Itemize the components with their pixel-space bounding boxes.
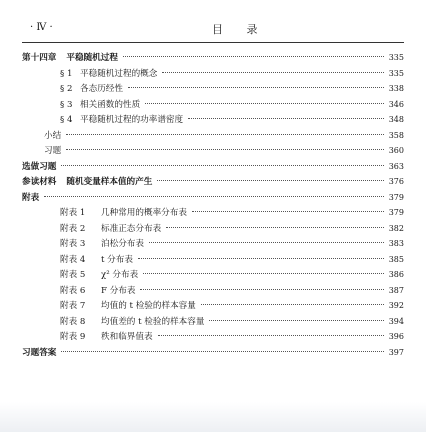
dot-leader	[44, 196, 384, 197]
dot-leader	[61, 165, 383, 166]
toc-entry-label: 平稳随机过程的功率谱密度	[80, 115, 184, 125]
toc-entry	[22, 190, 404, 206]
dot-leader	[157, 180, 383, 181]
toc-entry-number: § 3	[60, 99, 73, 110]
toc-entry-number: 附表 7	[60, 301, 86, 311]
toc-entry-label: 几种常用的概率分布表	[101, 208, 187, 218]
toc-entry-page: 383	[388, 239, 404, 248]
toc-entry-label: 习题	[44, 146, 62, 156]
toc-entry-page: 360	[388, 146, 404, 155]
toc-entry-label: 泊松分布表	[101, 239, 144, 249]
toc-entry-page: 379	[388, 192, 404, 202]
dot-leader	[192, 211, 384, 212]
toc-entry-title	[60, 206, 187, 222]
toc-entry-label: 平稳随机过程的概念	[80, 68, 158, 79]
page-shadow	[0, 402, 426, 432]
toc-entry-title	[60, 315, 204, 331]
toc-entry-label: 均值差的 t 检验的样本容量	[101, 316, 205, 327]
toc-entry-number: § 4	[60, 115, 73, 125]
toc-entry-title	[60, 330, 153, 346]
toc-entry-title	[60, 82, 123, 98]
dot-leader	[66, 149, 384, 150]
toc-entry-page: 387	[388, 285, 404, 295]
toc-entry-title	[44, 144, 61, 160]
toc-entry-page: 376	[388, 177, 404, 186]
dot-leader	[188, 118, 384, 119]
toc-entry	[22, 81, 404, 97]
toc-entry-title	[22, 191, 39, 207]
dot-leader	[166, 227, 384, 228]
toc-entry-title	[60, 253, 133, 269]
dot-leader	[143, 273, 384, 274]
toc-entry-page: 338	[388, 84, 404, 93]
toc-entry-title	[60, 237, 144, 253]
toc-entry-label: χ² 分布表	[101, 270, 139, 280]
toc-entry-label: F 分布表	[101, 285, 136, 296]
page-title: 目 录	[212, 23, 268, 36]
toc-entry	[22, 329, 404, 345]
toc-entry-title	[60, 113, 183, 129]
dot-leader	[128, 87, 384, 88]
toc-entry	[22, 267, 404, 283]
toc-entry-page: 397	[388, 347, 404, 357]
toc-entry-page: 346	[388, 99, 404, 109]
toc-entry-page: 335	[388, 53, 404, 62]
dot-leader	[201, 304, 384, 305]
toc-entry-label: t 分布表	[101, 254, 133, 265]
toc-entry-title	[22, 175, 152, 191]
toc-entry-page: 386	[388, 270, 404, 279]
toc-entry	[22, 66, 404, 82]
toc-entry-page: 358	[388, 130, 404, 140]
page-number: · Ⅳ ·	[30, 22, 53, 33]
toc-entry	[22, 345, 404, 361]
toc-entry-number: 参读材料	[22, 177, 57, 187]
toc-entry-title	[22, 346, 56, 362]
toc-entry	[22, 283, 404, 299]
dot-leader	[158, 335, 384, 336]
toc-entry-page: 382	[388, 223, 404, 233]
toc-entry-page: 385	[388, 254, 404, 264]
toc-entry-label: 秩和临界值表	[101, 332, 153, 342]
toc-entry-number: § 1	[60, 68, 73, 79]
dot-leader	[66, 134, 384, 135]
toc-entry-label: 随机变量样本值的产生	[66, 177, 153, 187]
toc-entry-label: 标准正态分布表	[101, 223, 162, 234]
toc-entry	[22, 143, 404, 159]
table-of-contents	[22, 50, 404, 360]
toc-entry-label: 附表	[22, 192, 40, 203]
toc-entry-number: 附表 4	[60, 254, 86, 265]
toc-entry-page: 348	[388, 115, 404, 124]
toc-entry-title	[22, 160, 56, 176]
toc-entry-label: 习题答案	[22, 347, 57, 358]
toc-entry	[22, 97, 404, 113]
toc-entry-title	[60, 222, 161, 238]
toc-entry	[22, 174, 404, 190]
toc-entry	[22, 128, 404, 144]
toc-entry-number: 第十四章	[22, 53, 57, 63]
toc-entry	[22, 252, 404, 268]
toc-entry-number: 附表 5	[60, 270, 86, 280]
dot-leader	[138, 258, 384, 259]
toc-entry-label: 选做习题	[22, 161, 57, 172]
toc-entry-title	[60, 284, 135, 300]
toc-entry-label: 均值的 t 检验的样本容量	[101, 301, 196, 311]
dot-leader	[149, 242, 384, 243]
toc-entry-number: 附表 3	[60, 239, 86, 249]
toc-entry-title	[44, 129, 61, 145]
toc-entry	[22, 50, 404, 66]
toc-entry-page: 394	[388, 316, 404, 326]
toc-entry-label: 平稳随机过程	[66, 53, 118, 63]
page-header	[22, 18, 404, 43]
toc-entry-label: 相关函数的性质	[80, 99, 141, 110]
toc-entry-number: 附表 1	[60, 208, 86, 218]
toc-entry-page: 363	[388, 161, 404, 171]
toc-entry	[22, 236, 404, 252]
toc-entry-title	[60, 299, 196, 315]
dot-leader	[209, 320, 383, 321]
toc-entry-number: 附表 9	[60, 332, 86, 342]
toc-entry-page: 335	[388, 68, 404, 78]
dot-leader	[162, 72, 383, 73]
toc-entry-number: 附表 6	[60, 285, 86, 296]
toc-entry-number: 附表 2	[60, 223, 86, 234]
toc-entry-title	[60, 268, 138, 284]
toc-entry	[22, 159, 404, 175]
toc-entry-title	[22, 51, 118, 67]
toc-entry-label: 小结	[44, 130, 62, 141]
toc-entry	[22, 314, 404, 330]
toc-entry-page: 392	[388, 301, 404, 310]
toc-entry	[22, 221, 404, 237]
toc-entry-label: 各态历经性	[80, 84, 123, 94]
dot-leader	[145, 103, 384, 104]
dot-leader	[140, 289, 383, 290]
toc-entry-title	[60, 98, 140, 114]
dot-leader	[61, 351, 383, 352]
toc-entry-page: 396	[388, 332, 404, 341]
toc-entry	[22, 205, 404, 221]
toc-entry-page: 379	[388, 208, 404, 217]
toc-entry	[22, 298, 404, 314]
toc-entry-title	[60, 67, 157, 83]
toc-entry-number: § 2	[60, 84, 73, 94]
dot-leader	[123, 56, 384, 57]
toc-entry-number: 附表 8	[60, 316, 86, 327]
toc-entry	[22, 112, 404, 128]
